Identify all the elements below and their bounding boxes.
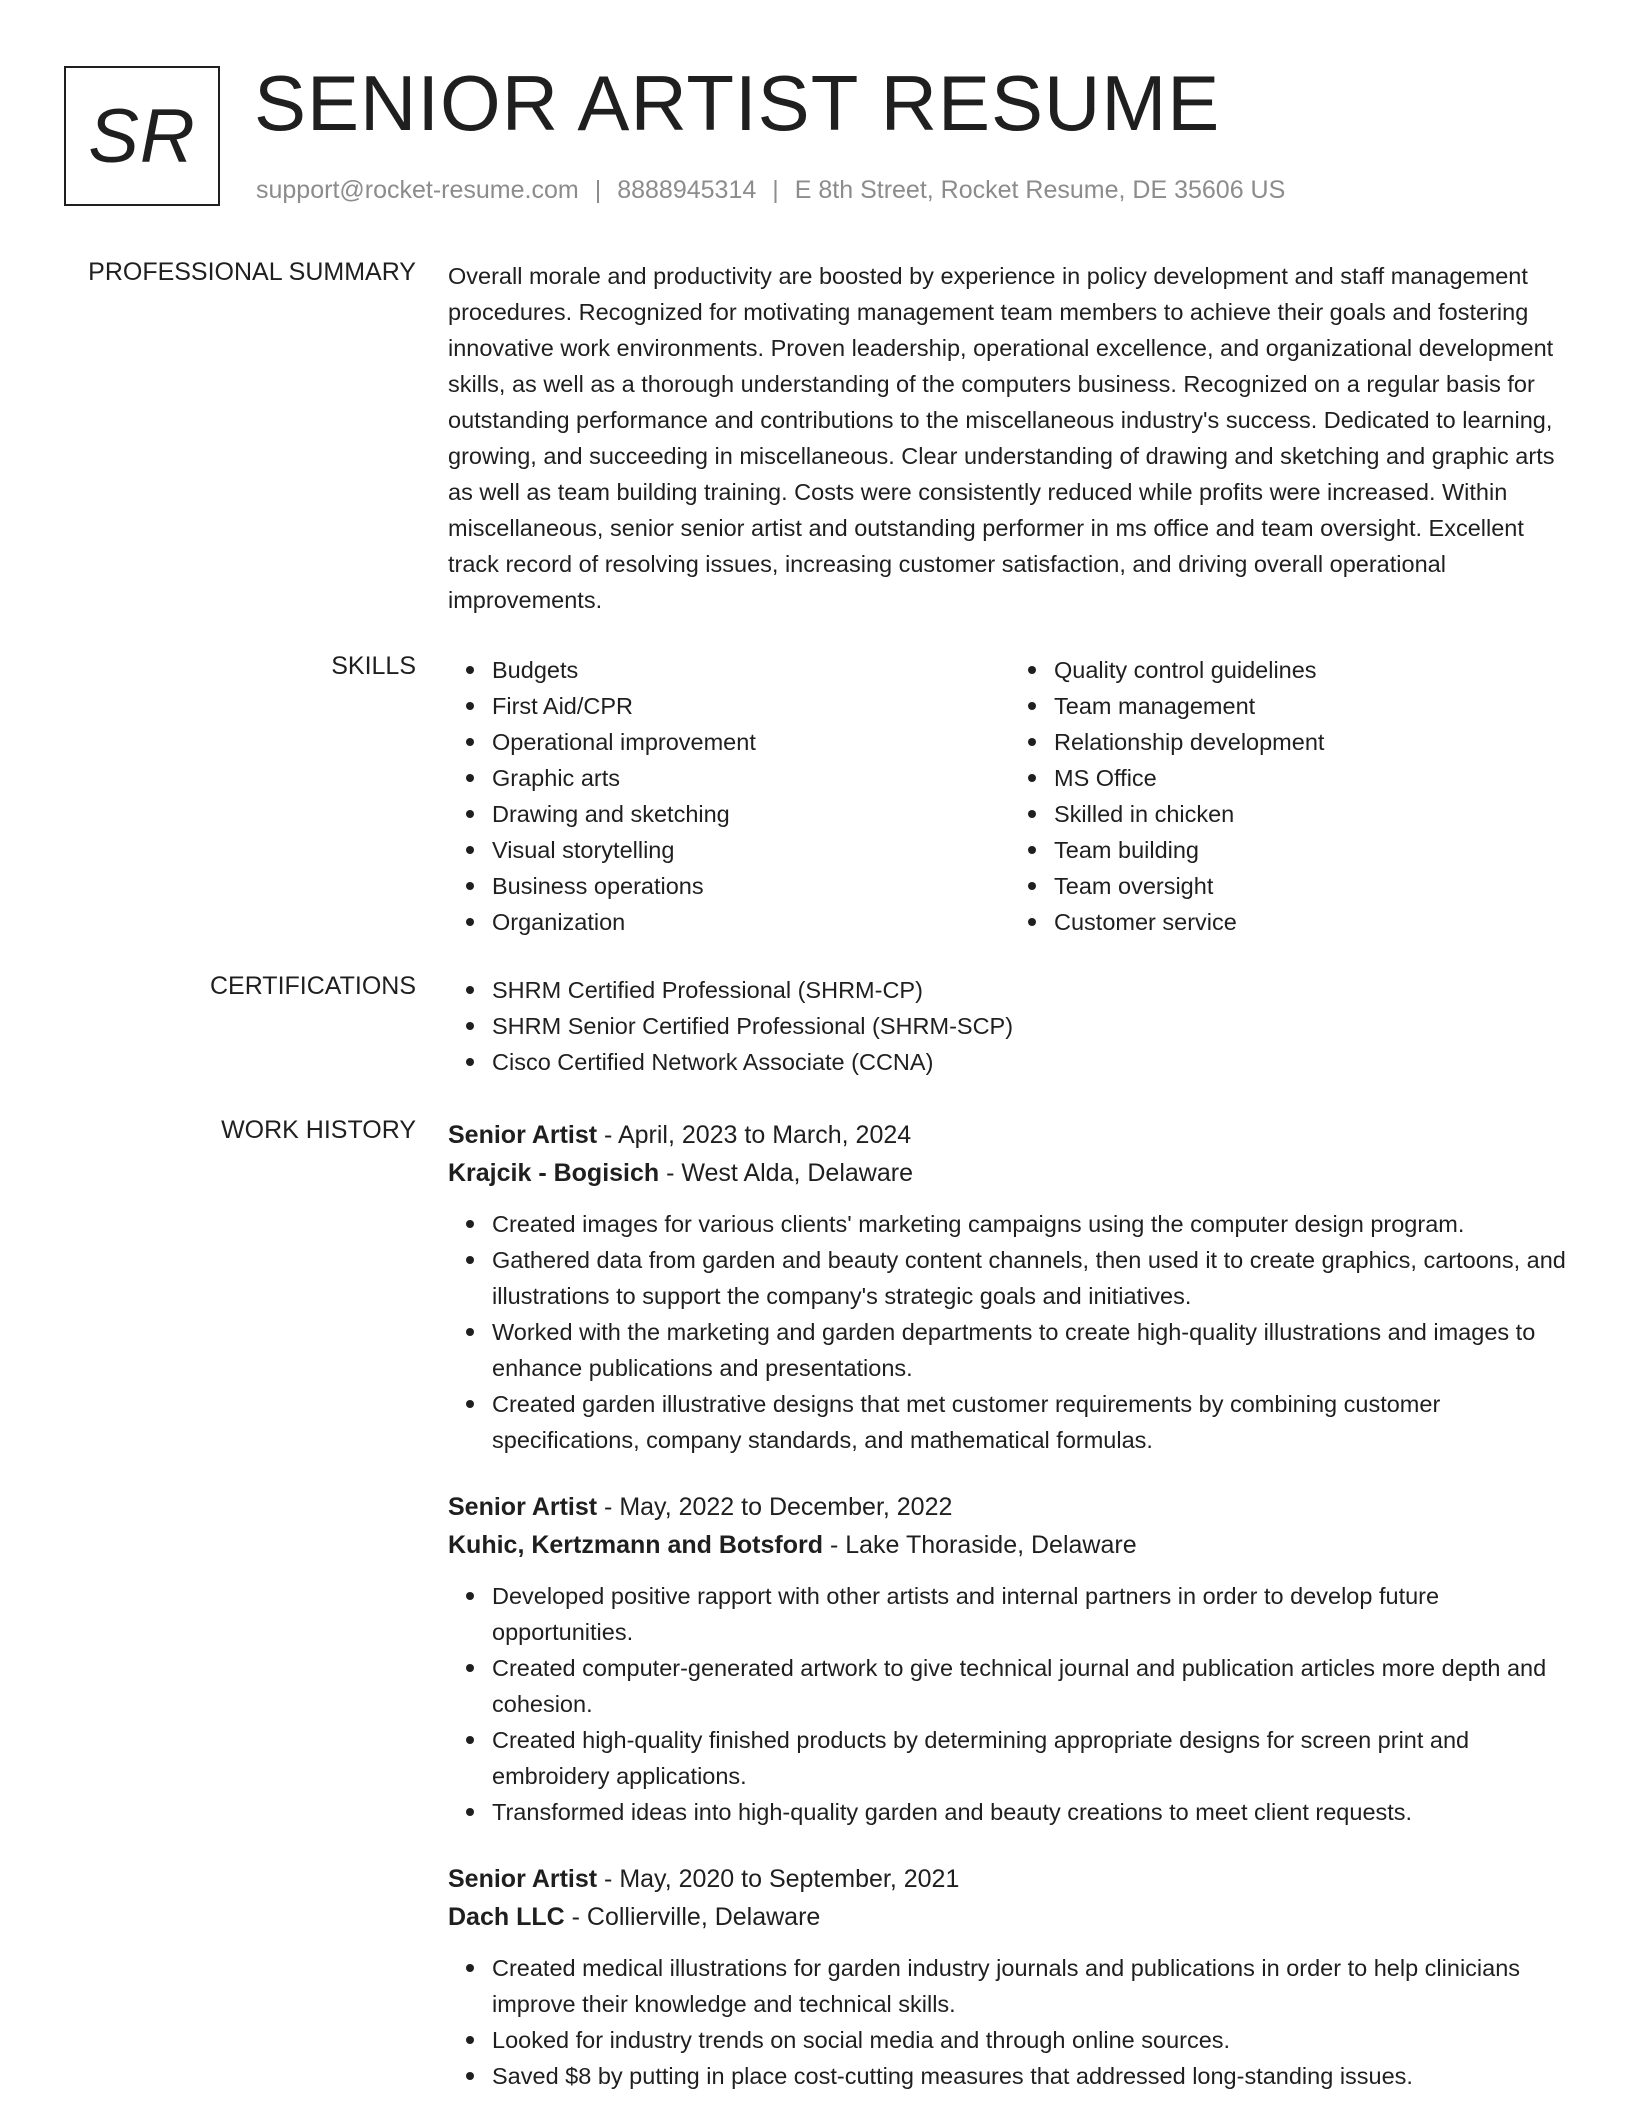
- job-company-line: [448, 1526, 1572, 1564]
- list-item: First Aid/CPR: [492, 688, 1010, 724]
- list-item: Quality control guidelines: [1054, 652, 1572, 688]
- job-location: - West Alda, Delaware: [659, 1159, 913, 1187]
- job-dates: - May, 2020 to September, 2021: [597, 1865, 960, 1893]
- contact-line: [256, 176, 1285, 205]
- job-company-line: [448, 1154, 1572, 1192]
- job-role: Senior Artist: [448, 1121, 598, 1149]
- list-item: Relationship development: [1054, 724, 1572, 760]
- list-item: Cisco Certified Network Associate (CCNA): [492, 1044, 1572, 1080]
- job-location: - Lake Thoraside, Delaware: [823, 1531, 1137, 1559]
- job-role: Senior Artist: [448, 1865, 598, 1893]
- job-dates: - April, 2023 to March, 2024: [597, 1121, 912, 1149]
- list-item: Created computer-generated artwork to give technical journal and publication articles more depth and cohesion.: [492, 1650, 1572, 1722]
- list-item: SHRM Certified Professional (SHRM-CP): [492, 972, 1572, 1008]
- phone-text: 8888945314: [617, 176, 757, 204]
- work-history-body: [448, 1116, 1572, 2124]
- contact-separator: |: [594, 176, 602, 204]
- job-role: Senior Artist: [448, 1493, 598, 1521]
- list-item: Created high-quality finished products by determining appropriate designs for screen print and embroidery applications.: [492, 1722, 1572, 1794]
- list-item: Saved $8 by putting in place cost-cutting measures that addressed long-standing issues.: [492, 2058, 1572, 2094]
- list-item: Team building: [1054, 832, 1572, 868]
- job-entry: [448, 1116, 1572, 1458]
- email-text: support@rocket-resume.com: [256, 176, 579, 204]
- list-item: Drawing and sketching: [492, 796, 1010, 832]
- list-item: Team oversight: [1054, 868, 1572, 904]
- certifications-body: [448, 972, 1572, 1080]
- list-item: Transformed ideas into high-quality garden and beauty creations to meet client requests.: [492, 1794, 1572, 1830]
- list-item: Developed positive rapport with other artists and internal partners in order to develop future opportunities.: [492, 1578, 1572, 1650]
- section-title-work-history: WORK HISTORY: [221, 1116, 416, 1144]
- job-bullets: [448, 1578, 1572, 1830]
- monogram-logo: SR: [64, 66, 220, 206]
- list-item: Graphic arts: [492, 760, 1010, 796]
- skills-list-left: [448, 652, 1010, 940]
- job-dates: - May, 2022 to December, 2022: [597, 1493, 953, 1521]
- job-title-line: [448, 1116, 1572, 1154]
- list-item: Created garden illustrative designs that met customer requirements by combining customer specifications, company standards, and mathematical formulas.: [492, 1386, 1572, 1458]
- list-item: Visual storytelling: [492, 832, 1010, 868]
- list-item: Customer service: [1054, 904, 1572, 940]
- address-text: E 8th Street, Rocket Resume, DE 35606 US: [794, 176, 1286, 204]
- list-item: Business operations: [492, 868, 1010, 904]
- job-title-line: [448, 1860, 1572, 1898]
- list-item: Organization: [492, 904, 1010, 940]
- skills-list-right: [1010, 652, 1572, 940]
- certifications-list: [448, 972, 1572, 1080]
- list-item: Team management: [1054, 688, 1572, 724]
- contact-separator: |: [772, 176, 779, 204]
- job-bullets: [448, 1950, 1572, 2094]
- list-item: Gathered data from garden and beauty content channels, then used it to create graphics, cartoons, and illustrations to support the company's strategic goals and initiatives.: [492, 1242, 1572, 1314]
- section-title-skills: SKILLS: [331, 652, 416, 680]
- job-entry: [448, 1860, 1572, 2094]
- list-item: Created images for various clients' marketing campaigns using the computer design program.: [492, 1206, 1572, 1242]
- list-item: Operational improvement: [492, 724, 1010, 760]
- job-company: Dach LLC: [448, 1903, 565, 1931]
- job-entry: [448, 1488, 1572, 1830]
- summary-text: Overall morale and productivity are boosted by experience in policy development and staff management procedures. Recognized for motivating management team members to achieve their goals and fostering innovative work environments. Proven leadership, operational excellence, and organizational development skills, as well as a thorough understanding of the computers business. Recognized on a regular basis for outstanding performance and contributions to the miscellaneous industry's success. Dedicated to learning, growing, and succeeding in miscellaneous. Clear understanding of drawing and sketching and graphic arts as well as team building training. Costs were consistently reduced while profits were increased. Within miscellaneous, senior senior artist and outstanding performer in ms office and team oversight. Excellent track record of resolving issues, increasing customer satisfaction, and driving overall operational improvements.: [448, 263, 1555, 613]
- resume-title: SENIOR ARTIST RESUME: [254, 59, 1221, 147]
- list-item: SHRM Senior Certified Professional (SHRM-SCP): [492, 1008, 1572, 1044]
- list-item: Looked for industry trends on social media and through online sources.: [492, 2022, 1572, 2058]
- list-item: Created medical illustrations for garden industry journals and publications in order to help clinicians improve their knowledge and technical skills.: [492, 1950, 1572, 2022]
- list-item: Worked with the marketing and garden departments to create high-quality illustrations and images to enhance publications and presentations.: [492, 1314, 1572, 1386]
- list-item: Budgets: [492, 652, 1010, 688]
- list-item: MS Office: [1054, 760, 1572, 796]
- skills-body: [448, 652, 1572, 940]
- job-company: Kuhic, Kertzmann and Botsford: [448, 1531, 824, 1559]
- section-title-summary: PROFESSIONAL SUMMARY: [88, 258, 416, 286]
- job-location: - Collierville, Delaware: [564, 1903, 821, 1931]
- resume-header: [64, 59, 1584, 216]
- job-company-line: [448, 1898, 1572, 1936]
- job-bullets: [448, 1206, 1572, 1458]
- job-company: Krajcik - Bogisich: [448, 1159, 660, 1187]
- section-title-certifications: CERTIFICATIONS: [209, 972, 416, 1000]
- list-item: Skilled in chicken: [1054, 796, 1572, 832]
- job-title-line: [448, 1488, 1572, 1526]
